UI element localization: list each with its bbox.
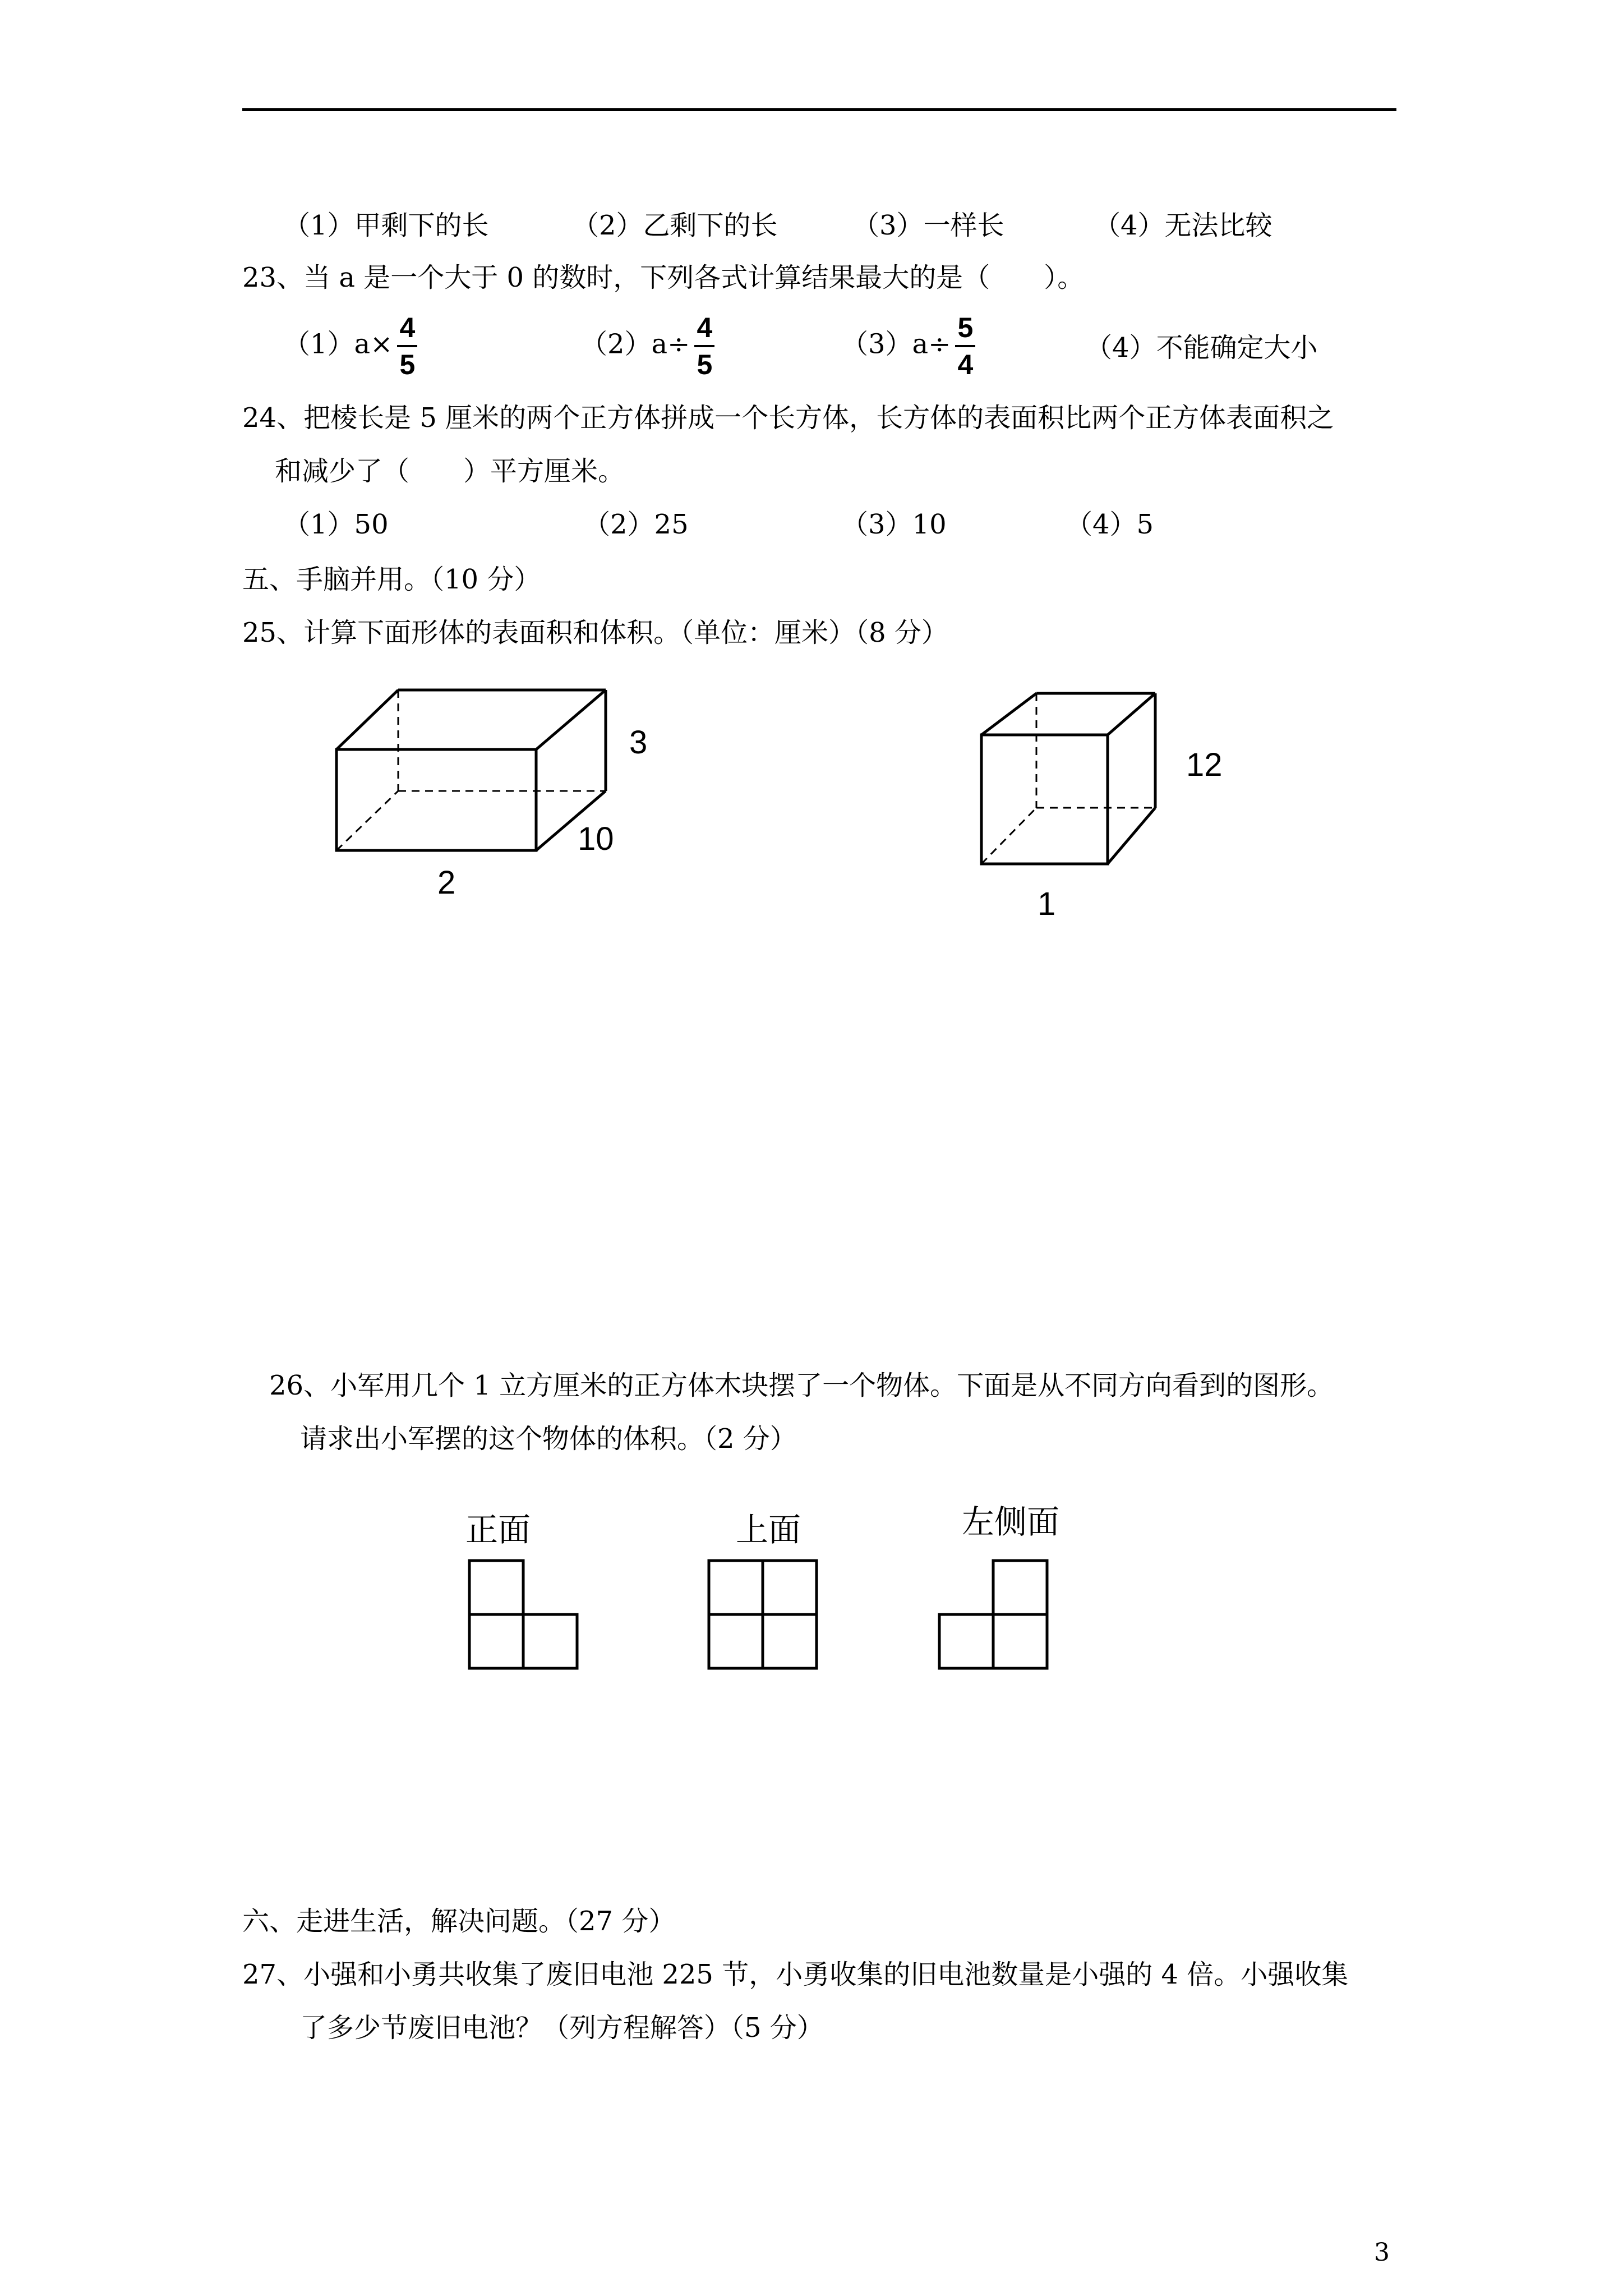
section-5-heading: 五、手脑并用。（10 分） <box>242 564 541 595</box>
q24-option-2: （2）25 <box>583 509 689 540</box>
view-label-front: 正面 <box>465 1512 531 1548</box>
numerator: 4 <box>697 312 713 343</box>
section-6-heading: 六、走进生活，解决问题。（27 分） <box>242 1906 676 1937</box>
numerator: 4 <box>399 312 416 343</box>
q23-option-2-prefix: （2）a÷ <box>580 328 690 360</box>
fraction-bar <box>694 345 714 347</box>
cube-label-bottom: 1 <box>1038 886 1056 922</box>
q22-option-1: （1）甲剩下的长 <box>283 210 489 241</box>
fraction <box>397 311 417 381</box>
denominator: 4 <box>957 349 974 380</box>
q24-line-1: 24、把棱长是 5 厘米的两个正方体拼成一个长方体，长方体的表面积比两个正方体表面积之 <box>242 402 1334 434</box>
q27-line-1: 27、小强和小勇共收集了废旧电池 225 节，小勇收集的旧电池数量是小强的 4 倍。小强收集 <box>242 1959 1349 1990</box>
cuboid-figure <box>314 679 651 892</box>
left-side-view-grid <box>938 1559 1050 1672</box>
fraction-bar <box>955 345 975 347</box>
q27-line-2: 了多少节废旧电池？（列方程解答）（5 分） <box>300 2012 824 2044</box>
q22-option-4: （4）无法比较 <box>1094 210 1272 241</box>
cuboid-label-width: 10 <box>578 821 614 857</box>
q23-option-2 <box>580 311 714 381</box>
q24-option-3: （3）10 <box>841 509 947 540</box>
cube-label-edge: 12 <box>1186 747 1223 783</box>
cube-figure <box>965 690 1223 892</box>
view-label-left: 左侧面 <box>962 1504 1060 1540</box>
q23-stem: 23、当 a 是一个大于 0 的数时，下列各式计算结果最大的是（ ）。 <box>242 262 1085 293</box>
fraction <box>694 311 714 381</box>
denominator: 5 <box>399 349 416 380</box>
numerator: 5 <box>957 312 974 343</box>
q23-option-1-prefix: （1）a× <box>283 328 393 360</box>
fraction-bar <box>397 345 417 347</box>
top-view-grid <box>708 1559 820 1672</box>
front-view-grid <box>468 1559 580 1672</box>
q23-option-3 <box>841 311 975 381</box>
q24-option-1: （1）50 <box>283 509 389 540</box>
page-number: 3 <box>1374 2238 1390 2267</box>
q26-line-1: 26、小军用几个 1 立方厘米的正方体木块摆了一个物体。下面是从不同方向看到的图形。 <box>269 1370 1334 1401</box>
q23-option-4: （4）不能确定大小 <box>1085 332 1318 364</box>
q23-option-1 <box>283 311 417 381</box>
q22-option-3: （3）一样长 <box>852 210 1004 241</box>
q24-option-4: （4）5 <box>1066 509 1154 540</box>
denominator: 5 <box>697 349 713 380</box>
q25-stem: 25、计算下面形体的表面积和体积。（单位：厘米）（8 分） <box>242 617 948 648</box>
fraction <box>955 311 975 381</box>
cuboid-label-height: 3 <box>629 724 648 761</box>
header-rule <box>242 108 1396 111</box>
q22-option-2: （2）乙剩下的长 <box>572 210 778 241</box>
q23-option-3-prefix: （3）a÷ <box>841 328 951 360</box>
q24-line-2: 和减少了（ ）平方厘米。 <box>275 455 625 487</box>
view-label-top: 上面 <box>736 1512 801 1548</box>
cuboid-label-length: 2 <box>437 864 456 901</box>
q26-line-2: 请求出小军摆的这个物体的体积。（2 分） <box>300 1423 797 1455</box>
